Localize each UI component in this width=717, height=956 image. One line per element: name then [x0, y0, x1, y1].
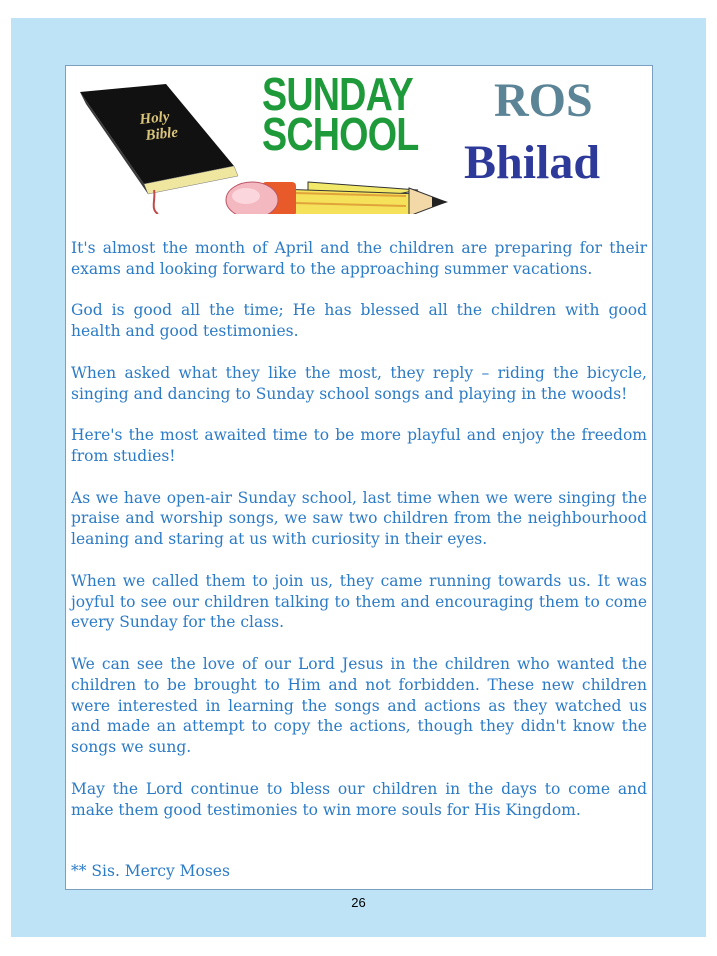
newsletter-page: [65, 65, 653, 890]
sunday-text: SUNDAY: [262, 68, 413, 120]
bible-label-line2: Bible: [144, 124, 179, 144]
bhilad-title: Bhilad: [464, 136, 601, 189]
header: [66, 66, 652, 226]
paragraph: May the Lord continue to bless our children in the days to come and make them good testimonies to win more souls for His Kingdom.: [71, 779, 647, 819]
school-text: SCHOOL: [262, 108, 419, 160]
holy-bible-icon: [80, 84, 238, 214]
article-body: [71, 238, 647, 841]
bible-label-line1: Holy: [138, 108, 171, 128]
paragraph: Here's the most awaited time to be more playful and enjoy the freedom from studies!: [71, 426, 647, 465]
pencil-icon: [226, 182, 448, 214]
sunday-school-title: [262, 68, 419, 160]
paragraph: As we have open-air Sunday school, last time when we were singing the praise and worship songs, we saw two children from the neighbourhood leaning and staring at us with curiosity in their eyes.: [71, 488, 647, 549]
signature: ** Sis. Mercy Moses: [71, 862, 230, 880]
page-number: 26: [351, 895, 366, 910]
paragraph: When we called them to join us, they came running towards us. It was joyful to see our children talking to them and encouraging them to come every Sunday for the class.: [71, 571, 647, 632]
paragraph: It's almost the month of April and the children are preparing for their exams and looking forward to the approaching summer vacations.: [71, 239, 647, 278]
paragraph: When asked what they like the most, they reply – riding the bicycle, singing and dancing to Sunday school songs and playing in the woods!: [71, 363, 647, 403]
paragraph: We can see the love of our Lord Jesus in the children who wanted the children to be brought to Him and not forbidden. These new children were interested in learning the songs and actions as they watched us and made an attempt to copy the actions, though they didn't know the songs we sung.: [71, 654, 647, 757]
paragraph: God is good all the time; He has blessed all the children with good health and good testimonies.: [71, 301, 647, 341]
ros-title: ROS: [494, 74, 593, 127]
